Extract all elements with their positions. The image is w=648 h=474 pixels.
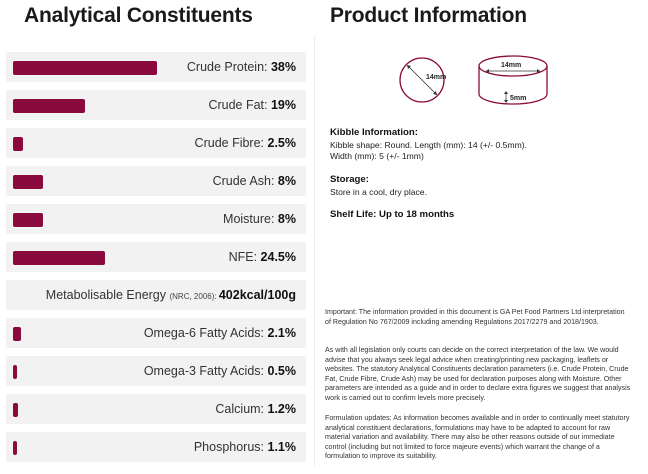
kibble-info-title: Kibble Information: bbox=[330, 127, 418, 138]
analytical-constituents-heading: Analytical Constituents bbox=[24, 4, 253, 27]
constituent-value: 38% bbox=[270, 60, 296, 74]
constituent-text bbox=[208, 98, 296, 112]
constituent-row bbox=[6, 204, 306, 234]
constituents-list bbox=[6, 52, 306, 470]
disclaimer-important: Important: The information provided in this document is GA Pet Food Partners Ltd interpretation of Regulation No 767/2009 including amending Regulations 2017/2279 and 2018/1903. bbox=[325, 308, 625, 326]
constituent-row bbox=[6, 318, 306, 348]
constituent-text bbox=[195, 136, 296, 150]
width-label: 14mm bbox=[501, 62, 522, 69]
constituent-value: 24.5% bbox=[260, 250, 296, 264]
constituent-label: Phosphorus: bbox=[193, 440, 268, 454]
constituent-text bbox=[223, 212, 296, 226]
constituent-label: Crude Ash: bbox=[212, 174, 278, 188]
constituent-text bbox=[187, 60, 296, 74]
constituent-value: 2.5% bbox=[267, 136, 296, 150]
constituent-label: Omega-6 Fatty Acids: bbox=[143, 326, 268, 340]
constituent-label: Crude Protein: bbox=[186, 60, 271, 74]
constituent-value: 1.1% bbox=[267, 440, 296, 454]
constituent-text bbox=[46, 288, 296, 302]
kibble-top-view bbox=[400, 58, 446, 102]
disclaimer-legislation: As with all legislation only courts can decide on the correct interpretation of the law. We would advise that you always seek legal advice when creating/printing new packaging, leaflets or websites. The statutory Analytical Constituents declaration parameters (i.e. Crude Protein, Crude Fat, Crude Fibre, Crude Ash) may be used for declaration purposes along with Moisture. Other parameters are intended as a guide and in order to declare extra figures we suggest that analysis work is carried out to confirm levels more precisely. bbox=[325, 346, 631, 402]
constituent-value: 1.2% bbox=[267, 402, 296, 416]
constituent-bar bbox=[13, 175, 43, 189]
constituent-row bbox=[6, 432, 306, 462]
storage-text: Store in a cool, dry place. bbox=[330, 187, 427, 197]
constituent-value: 2.1% bbox=[267, 326, 296, 340]
constituent-bar bbox=[13, 61, 157, 75]
constituent-row bbox=[6, 356, 306, 386]
column-divider bbox=[314, 36, 315, 466]
constituent-note: (NRC, 2006): bbox=[169, 292, 219, 301]
constituent-row bbox=[6, 242, 306, 272]
constituent-label: Moisture: bbox=[223, 212, 278, 226]
constituent-row bbox=[6, 90, 306, 120]
constituent-text bbox=[215, 402, 296, 416]
constituent-text bbox=[144, 364, 296, 378]
constituent-label: Calcium: bbox=[215, 402, 268, 416]
height-label: 5mm bbox=[510, 95, 527, 102]
constituent-bar bbox=[13, 403, 18, 417]
constituent-label: Omega-3 Fatty Acids: bbox=[143, 364, 268, 378]
constituent-value: 402kcal/100g bbox=[218, 288, 296, 302]
constituent-bar bbox=[13, 441, 17, 455]
shelf-life: Shelf Life: Up to 18 months bbox=[330, 209, 455, 220]
kibble-diagram bbox=[398, 52, 558, 122]
constituent-label: NFE: bbox=[228, 250, 261, 264]
kibble-side-view bbox=[479, 56, 547, 104]
kibble-info-shape: Kibble shape: Round. Length (mm): 14 (+/- 0.5mm). bbox=[330, 140, 528, 150]
constituent-text bbox=[144, 326, 296, 340]
constituent-row bbox=[6, 128, 306, 158]
constituent-bar bbox=[13, 137, 23, 151]
diameter-label: 14mm bbox=[426, 74, 447, 81]
constituent-bar bbox=[13, 99, 85, 113]
constituent-row bbox=[6, 166, 306, 196]
constituent-label: Crude Fat: bbox=[208, 98, 271, 112]
constituent-text bbox=[213, 174, 296, 188]
constituent-value: 8% bbox=[277, 174, 296, 188]
constituent-bar bbox=[13, 365, 17, 379]
energy-row bbox=[6, 280, 306, 310]
constituent-value: 0.5% bbox=[267, 364, 296, 378]
product-information-heading: Product Information bbox=[330, 4, 527, 27]
constituent-bar bbox=[13, 251, 105, 265]
constituent-value: 19% bbox=[270, 98, 296, 112]
constituent-row bbox=[6, 394, 306, 424]
constituent-value: 8% bbox=[277, 212, 296, 226]
storage-title: Storage: bbox=[330, 174, 369, 185]
constituent-bar bbox=[13, 213, 43, 227]
disclaimer-formulation: Formulation updates: As information becomes available and in order to continually meet statutory analytical constituent declarations, formulations may have to be adapted to account for raw material variation and availability. There may also be other reasons outside of our immediate control (including but not limited to force majeure events) which warrant the change of a formulation to improve its suitability. bbox=[325, 414, 630, 460]
constituent-text bbox=[194, 440, 296, 454]
constituent-label: Metabolisable Energy bbox=[45, 288, 170, 302]
constituent-label: Crude Fibre: bbox=[194, 136, 268, 150]
constituent-text bbox=[229, 250, 296, 264]
constituent-row bbox=[6, 52, 306, 82]
kibble-info-width: Width (mm): 5 (+/- 1mm) bbox=[330, 151, 424, 161]
constituent-bar bbox=[13, 327, 21, 341]
